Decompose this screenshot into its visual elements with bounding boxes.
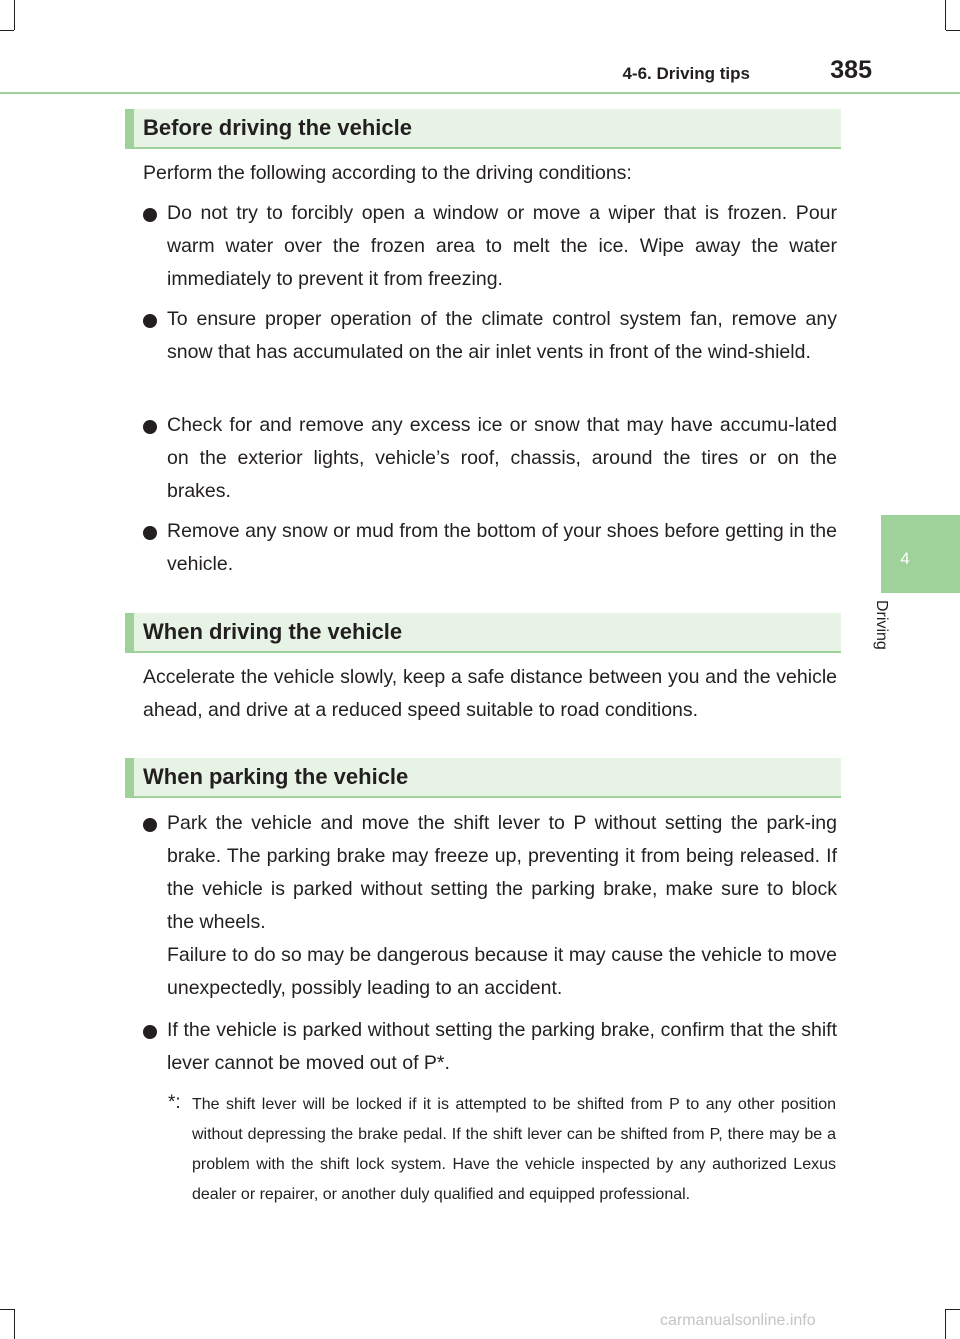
list-item — [143, 1014, 837, 1080]
crop-mark-bottom-left-v — [14, 1309, 15, 1339]
section-intro: Perform the following according to the driving conditions: — [143, 162, 632, 184]
section-heading-when-driving — [125, 613, 841, 653]
watermark: carmanualsonline.info — [660, 1312, 816, 1329]
header-section-title: 4-6. Driving tips — [622, 64, 750, 83]
section-heading-title: When parking the vehicle — [143, 764, 409, 789]
list-item — [143, 515, 837, 581]
list-item-continuation: Failure to do so may be dangerous because it may cause the vehicle to move unexpectedly, possibly leading to an accident. — [167, 944, 837, 999]
page-number: 385 — [830, 56, 872, 84]
crop-mark-top-right-v — [945, 0, 946, 30]
crop-mark-top-right-h — [946, 30, 960, 31]
list-item — [143, 303, 837, 369]
crop-mark-bottom-left-h — [0, 1309, 14, 1310]
crop-mark-bottom-right-h — [946, 1309, 960, 1310]
list-item — [143, 409, 837, 508]
footnote — [168, 1090, 836, 1210]
chapter-number: 4 — [900, 549, 910, 568]
section-heading-bar — [125, 613, 134, 651]
section-heading-bar — [125, 758, 134, 796]
crop-mark-top-left-v — [14, 0, 15, 30]
list-item — [143, 807, 837, 1005]
list-item — [143, 197, 837, 296]
crop-mark-top-left-h — [0, 30, 14, 31]
bullet-icon — [143, 1025, 157, 1039]
list-item-text: If the vehicle is parked without setting the parking brake, confirm that the shift lever cannot be moved out of P*. — [167, 1019, 837, 1074]
bullet-icon — [143, 314, 157, 328]
list-item-text: Park the vehicle and move the shift lever to P without setting the park-ing brake. The parking brake may freeze up, preventing it from being released. If the vehicle is parked without setting the parking brake, make sure to block the wheels. — [167, 812, 837, 933]
section-heading-when-parking — [125, 758, 841, 798]
list-item-text: Remove any snow or mud from the bottom of your shoes before getting in the vehicle. — [167, 520, 837, 575]
section-heading-bar — [125, 109, 134, 147]
section-body: Accelerate the vehicle slowly, keep a safe distance between you and the vehicle ahead, and drive at a reduced speed suitable to road conditions. — [143, 666, 837, 721]
bullet-icon — [143, 818, 157, 832]
section-heading-before-driving — [125, 109, 841, 149]
list-item-text: Check for and remove any excess ice or snow that may have accumu-lated on the exterior lights, vehicle’s roof, chassis, around the tires or on the brakes. — [167, 414, 837, 502]
chapter-label: Driving — [873, 600, 890, 650]
section-heading-title: Before driving the vehicle — [143, 115, 412, 140]
chapter-tab — [881, 515, 960, 593]
bullet-icon — [143, 420, 157, 434]
footnote-text: The shift lever will be locked if it is attempted to be shifted from P to any other position without depressing the brake pedal. If the shift lever can be shifted from P, there may be a problem with the shift lock system. Have the vehicle inspected by any authorized Lexus dealer or repairer, or another duly qualified and equipped professional. — [192, 1096, 836, 1203]
chapter-label-container — [872, 600, 912, 670]
list-item-text: Do not try to forcibly open a window or move a wiper that is frozen. Pour warm water over the frozen area to melt the ice. Wipe away the water immediately to prevent it from freezing. — [167, 202, 837, 290]
list-item-text: To ensure proper operation of the climate control system fan, remove any snow that has accumulated on the air inlet vents in front of the wind-shield. — [167, 308, 837, 363]
section-heading-title: When driving the vehicle — [143, 619, 403, 644]
bullet-icon — [143, 208, 157, 222]
crop-mark-bottom-right-v — [945, 1309, 946, 1339]
header-divider — [0, 92, 960, 94]
footnote-marker: *: — [168, 1092, 181, 1113]
bullet-icon — [143, 526, 157, 540]
